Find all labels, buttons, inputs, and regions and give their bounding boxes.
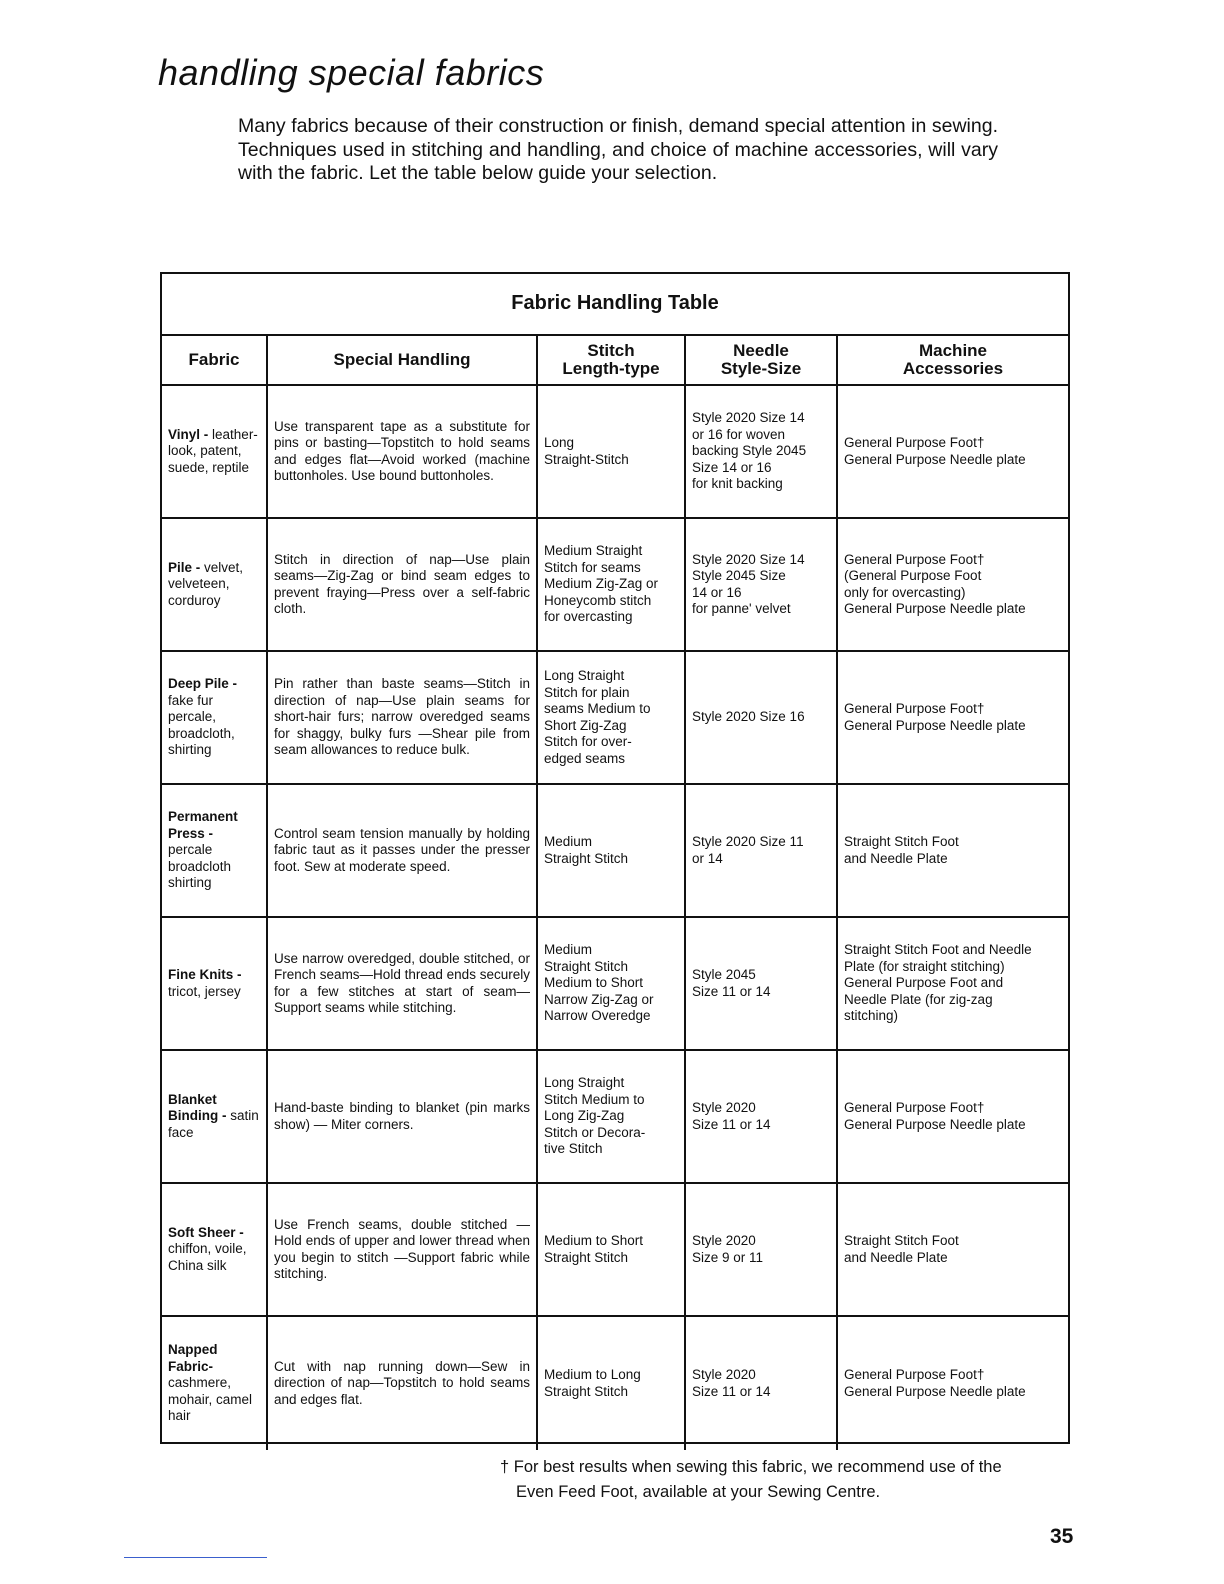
accessories-cell: General Purpose Foot† (General Purpose Foot only for overcasting) General Purpose Needle plate xyxy=(844,551,1026,616)
header-special-handling: Special Handling xyxy=(268,336,538,384)
stitch-cell: Long Straight-Stitch xyxy=(538,386,686,517)
handling-cell: Use French seams, double stitched —Hold ends of upper and lower thread when you begin to stitch —Support fabric while stitching. xyxy=(268,1184,538,1315)
needle-cell: Style 2020 Size 11 or 14 xyxy=(686,1051,838,1182)
bottom-rule xyxy=(124,1557,267,1558)
fabric-types: chiffon, voile, China silk xyxy=(168,1241,247,1273)
needle-cell: Style 2045 Size 11 or 14 xyxy=(686,918,838,1049)
fabric-handling-table xyxy=(160,272,1070,1444)
accessories-cell: General Purpose Foot† General Purpose Needle plate xyxy=(844,435,1026,467)
fabric-name: Blanket Binding - xyxy=(168,1091,227,1124)
page-number: 35 xyxy=(1050,1525,1074,1548)
header-machine-accessories: Machine Accessories xyxy=(902,341,1004,378)
footnote-line-2: Even Feed Foot, available at your Sewing Centre. xyxy=(516,1483,881,1501)
header-fabric: Fabric xyxy=(162,336,268,384)
fabric-name: Vinyl - xyxy=(168,426,209,442)
handling-cell: Cut with nap running down—Sew in direction of nap—Topstitch to hold seams and edges flat. xyxy=(268,1317,538,1450)
fabric-types: percale broadcloth shirting xyxy=(168,842,232,891)
fabric-cell xyxy=(162,1317,268,1450)
accessories-cell: Straight Stitch Foot and Needle Plate xyxy=(844,1233,959,1265)
fabric-name: Soft Sheer - xyxy=(168,1224,244,1240)
fabric-name: Napped Fabric- xyxy=(168,1342,218,1374)
accessories-cell: General Purpose Foot† General Purpose Needle plate xyxy=(844,1100,1026,1132)
fabric-types: leather-look, patent, suede, reptile xyxy=(168,426,258,475)
header-stitch: Stitch Length-type xyxy=(538,336,686,384)
stitch-cell: Medium Straight Stitch Medium to Short Narrow Zig-Zag or Narrow Overedge xyxy=(538,918,686,1049)
accessories-cell: General Purpose Foot† General Purpose Needle plate xyxy=(844,1367,1026,1399)
table-header-row xyxy=(162,336,1068,386)
stitch-cell: Long Straight Stitch Medium to Long Zig-Zag Stitch or Decora- tive Stitch xyxy=(538,1051,686,1182)
fabric-types: satin face xyxy=(168,1108,259,1140)
fabric-cell xyxy=(162,918,268,1049)
handling-cell: Control seam tension manually by holding fabric taut as it passes under the presser foot. Sew at moderate speed. xyxy=(268,785,538,916)
table-row xyxy=(162,519,1068,652)
fabric-types: velvet, velveteen, corduroy xyxy=(168,559,244,608)
intro-paragraph: Many fabrics because of their construction or finish, demand special attention in sewing. Techniques used in stitching and handling, and choice of machine accessories, will vary with the fabric. Let the table below guide your selection. xyxy=(238,115,998,184)
fabric-types: tricot, jersey xyxy=(168,983,241,999)
fabric-types: cashmere, mohair, camel hair xyxy=(168,1375,253,1424)
fabric-name: Deep Pile - xyxy=(168,676,238,692)
table-row xyxy=(162,1051,1068,1184)
table-row xyxy=(162,1317,1068,1450)
stitch-cell: Medium to Long Straight Stitch xyxy=(538,1317,686,1450)
fabric-name: Fine Knits - xyxy=(168,967,242,982)
handling-cell: Stitch in direction of nap—Use plain seams—Zig-Zag or bind seam edges to prevent fraying—Press over a self-fabric cloth. xyxy=(268,519,538,650)
stitch-cell: Long Straight Stitch for plain seams Medium to Short Zig-Zag Stitch for over- edged seams xyxy=(538,652,686,783)
table-title: Fabric Handling Table xyxy=(162,274,1068,336)
table-row xyxy=(162,1184,1068,1317)
fabric-cell xyxy=(162,785,268,916)
page-title: handling special fabrics xyxy=(158,52,545,93)
accessories-cell: Straight Stitch Foot and Needle Plate (for straight stitching) General Purpose Foot and Needle Plate (for zig-zag stitching) xyxy=(844,942,1032,1024)
fabric-name: Permanent Press - xyxy=(168,809,238,841)
fabric-types: fake fur percale, broadcloth, shirting xyxy=(168,692,235,758)
fabric-cell xyxy=(162,1184,268,1315)
stitch-cell: Medium Straight Stitch for seams Medium Zig-Zag or Honeycomb stitch for overcasting xyxy=(538,519,686,650)
needle-cell: Style 2020 Size 14 or 16 for woven backing Style 2045 Size 14 or 16 for knit backing xyxy=(686,386,838,517)
needle-cell: Style 2020 Size 14 Style 2045 Size 14 or 16 for panne' velvet xyxy=(686,519,838,650)
handling-cell: Hand-baste binding to blanket (pin marks show) — Miter corners. xyxy=(268,1051,538,1182)
stitch-cell: Medium to Short Straight Stitch xyxy=(538,1184,686,1315)
table-row xyxy=(162,918,1068,1051)
fabric-cell xyxy=(162,652,268,783)
needle-cell: Style 2020 Size 9 or 11 xyxy=(686,1184,838,1315)
stitch-cell: Medium Straight Stitch xyxy=(538,785,686,916)
table-row xyxy=(162,652,1068,785)
handling-cell: Pin rather than baste seams—Stitch in direction of nap—Use plain seams for short-hair furs; narrow overedged seams for shaggy, bulky furs —Shear pile from seam allowances to reduce bulk. xyxy=(268,652,538,783)
fabric-cell xyxy=(162,386,268,517)
table-row xyxy=(162,785,1068,918)
accessories-cell: Straight Stitch Foot and Needle Plate xyxy=(844,834,959,866)
handling-cell: Use transparent tape as a substitute for pins or basting—Topstitch to hold seams and edges flat—Avoid worked (machine buttonholes. Use bound buttonholes. xyxy=(268,386,538,517)
footnote xyxy=(500,1455,1002,1505)
fabric-name: Pile - xyxy=(168,559,201,575)
fabric-cell xyxy=(162,519,268,650)
footnote-line-1: † For best results when sewing this fabric, we recommend use of the xyxy=(500,1458,1002,1476)
needle-cell: Style 2020 Size 11 or 14 xyxy=(686,785,838,916)
table-row xyxy=(162,386,1068,519)
handling-cell: Use narrow overedged, double stitched, or French seams—Hold thread ends securely for a few stitches at start of seam—Support seams while stitching. xyxy=(268,918,538,1049)
needle-cell: Style 2020 Size 16 xyxy=(686,652,838,783)
header-needle: Needle Style-Size xyxy=(686,336,838,384)
accessories-cell: General Purpose Foot† General Purpose Needle plate xyxy=(844,701,1026,733)
needle-cell: Style 2020 Size 11 or 14 xyxy=(686,1317,838,1450)
fabric-cell xyxy=(162,1051,268,1182)
